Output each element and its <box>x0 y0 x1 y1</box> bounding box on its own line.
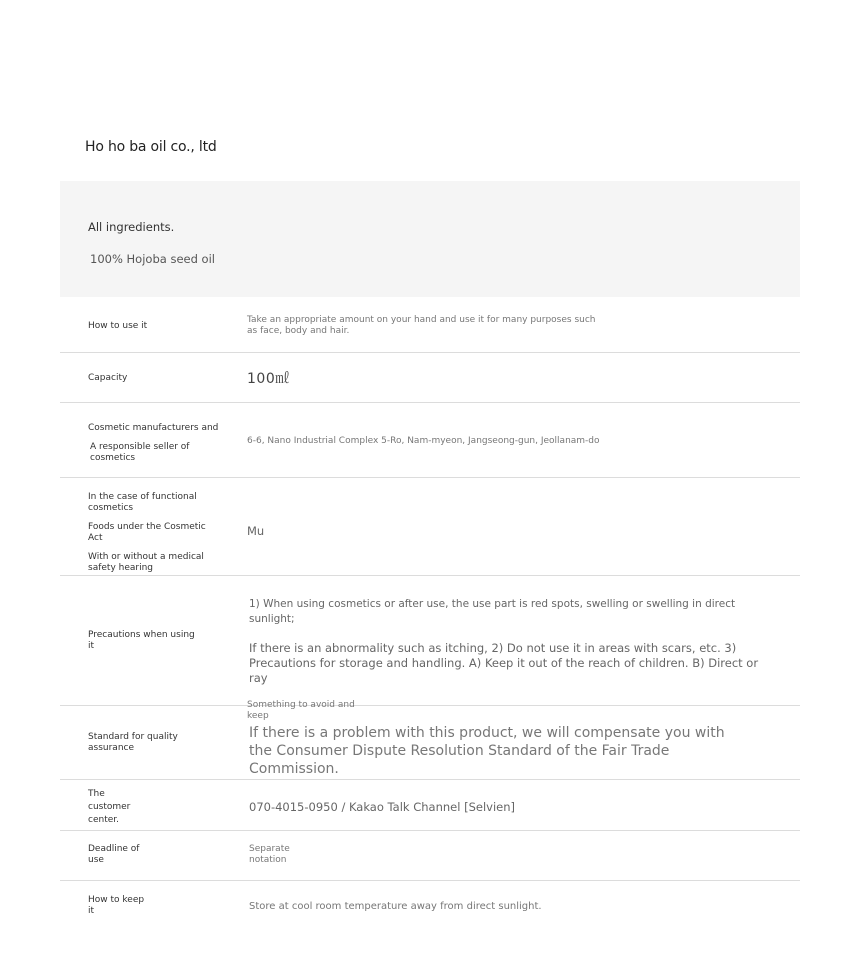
functional-label-3: With or without a medical safety hearing <box>88 552 204 573</box>
how-to-use-value: Take an appropriate amount on your hand and use it for many purposes such as face, body and hair. <box>247 315 596 336</box>
row-how-to-use <box>60 297 800 353</box>
product-info-table <box>60 297 800 937</box>
row-customer-center <box>60 780 800 831</box>
precautions-label: Precautions when using it <box>88 630 195 651</box>
row-quality <box>60 706 800 780</box>
ingredients-box <box>60 181 800 297</box>
row-deadline <box>60 831 800 881</box>
how-to-keep-label: How to keep it <box>88 895 145 916</box>
customer-center-label: The customer center. <box>88 789 131 825</box>
deadline-value: Separate notation <box>249 844 290 865</box>
capacity-label: Capacity <box>88 373 128 383</box>
functional-label-1: In the case of functional cosmetics <box>88 492 197 513</box>
row-functional <box>60 478 800 576</box>
precautions-value-3: Something to avoid and keep <box>247 700 355 721</box>
how-to-keep-value: Store at cool room temperature away from direct sunlight. <box>249 901 542 912</box>
functional-label-2: Foods under the Cosmetic Act <box>88 522 206 543</box>
precautions-value-1: 1) When using cosmetics or after use, the use part is red spots, swelling or swelling in direct sunlight; <box>249 598 736 625</box>
manufacturer-value: 6-6, Nano Industrial Complex 5-Ro, Nam-myeon, Jangseong-gun, Jeollanam-do <box>247 436 600 446</box>
manufacturer-label-2: A responsible seller of cosmetics <box>90 442 190 463</box>
precautions-value-2: If there is an abnormality such as itching, 2) Do not use it in areas with scars, etc. 3) Precautions for storage and handling. A) Keep it out of the reach of children. B) Direct or ray <box>249 641 759 685</box>
quality-label: Standard for quality assurance <box>88 732 178 753</box>
how-to-use-label: How to use it <box>88 321 148 331</box>
row-manufacturer <box>60 403 800 478</box>
functional-value: Mu <box>247 524 265 538</box>
row-precautions <box>60 576 800 721</box>
capacity-value: 100㎖ <box>247 371 290 387</box>
manufacturer-label-1: Cosmetic manufacturers and <box>88 423 219 433</box>
ingredients-title: All ingredients. <box>88 220 175 234</box>
company-name: Ho ho ba oil co., ltd <box>85 139 217 155</box>
deadline-label: Deadline of use <box>88 844 140 865</box>
row-how-to-keep <box>60 881 800 937</box>
row-capacity <box>60 353 800 403</box>
customer-center-value: 070-4015-0950 / Kakao Talk Channel [Selvien] <box>249 800 516 814</box>
ingredients-value: 100% Hojoba seed oil <box>90 252 215 266</box>
quality-value: If there is a problem with this product, we will compensate you with the Consumer Dispute Resolution Standard of the Fair Trade Commission. <box>249 725 725 777</box>
